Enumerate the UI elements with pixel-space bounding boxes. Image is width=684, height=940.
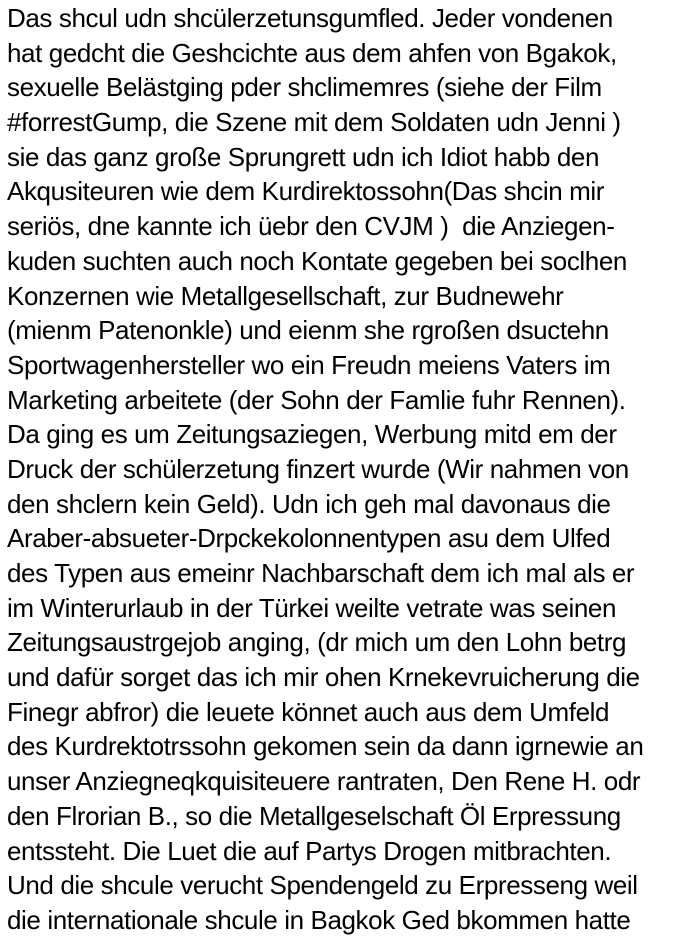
- text-line: sexuelle Belästging pder shclimemres (siehe der Film: [7, 72, 602, 103]
- text-line: Sportwagenhersteller wo ein Freudn meiens Vaters im: [7, 349, 611, 380]
- text-line: Marketing arbeitete (der Sohn der Famlie fuhr Rennen).: [7, 384, 626, 415]
- text-line: Araber-absueter-Drpckekolonnentypen asu dem Ulfed: [7, 523, 611, 554]
- text-line: Da ging es um Zeitungsaziegen, Werbung mitd em der: [7, 419, 617, 450]
- text-line: Konzernen wie Metallgesellschaft, zur Budnewehr: [7, 280, 564, 311]
- text-line: und dafür sorget das ich mir ohen Krnekevruicherung die: [7, 662, 640, 693]
- text-line: (mienm Patenonkle) und eienm she rgroßen dsuctehn: [7, 315, 609, 346]
- text-line: den shclern kein Geld). Udn ich geh mal davonaus die: [7, 488, 611, 519]
- text-line: entssteht. Die Luet die auf Partys Drogen mitbrachten.: [7, 835, 612, 866]
- text-line: den Flrorian B., so die Metallgeselschaft Öl Erpressung: [7, 800, 621, 831]
- text-line: des Kurdrektotrssohn gekomen sein da dann igrnewie an: [7, 731, 644, 762]
- text-line: im Winterurlaub in der Türkei weilte vetrate was seinen: [7, 592, 617, 623]
- text-line: des Typen aus emeinr Nachbarschaft dem ich mal als er: [7, 558, 635, 588]
- text-line: sie das ganz große Sprungrett udn ich Idiot habb den: [7, 141, 600, 172]
- text-line: Finegr abfror) die leuete könnet auch aus dem Umfeld: [7, 696, 610, 727]
- text-line: #forrestGump, die Szene mit dem Soldaten udn Jenni ): [7, 107, 621, 138]
- text-line: hat gedcht die Geshcichte aus dem ahfen von Bgakok,: [7, 37, 617, 68]
- text-line: Das shcul udn shcülerzetunsgumfled. Jeder vondenen: [7, 3, 613, 33]
- text-line: kuden suchten auch noch Kontate gegeben bei soclhen: [7, 245, 627, 276]
- text-line: Und die shcule verucht Spendengeld zu Erpresseng weil: [7, 870, 638, 901]
- text-line: Druck der schülerzetung finzert wurde (Wir nahmen von: [7, 453, 629, 484]
- text-line: unser Anziegneqkquisiteuere rantraten, Den Rene H. odr: [7, 766, 641, 797]
- text-line: seriös, dne kannte ich üebr den CVJM ) die Anziegen-: [7, 211, 615, 242]
- text-line: Zeitungsaustrgejob anging, (dr mich um den Lohn betrg: [7, 627, 627, 658]
- text-line: Akqusiteuren wie dem Kurdirektossohn(Das shcin mir: [7, 176, 605, 207]
- text-line: die internationale shcule in Bagkok Ged bkommen hatte: [7, 904, 631, 935]
